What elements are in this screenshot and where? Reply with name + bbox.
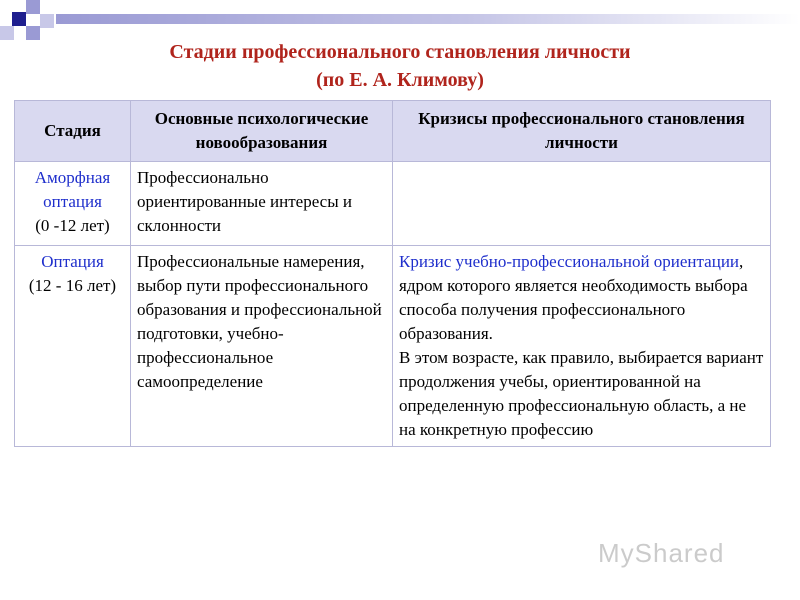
table-row — [15, 162, 771, 246]
stage-age: (12 - 16 лет) — [28, 276, 117, 295]
crisis-extra: В этом возрасте, как правило, выбирается вариант продолжения учебы, ориентированной на определенную профессиональную область, а не на конкретную профессию — [399, 348, 764, 439]
stage-name: Аморфная оптация — [34, 168, 111, 211]
decor-square — [40, 14, 54, 28]
crisis-title: Кризис учебно-профессиональной ориентации — [399, 252, 740, 271]
stages-table — [14, 100, 771, 447]
stage-name: Оптация — [41, 252, 104, 271]
title-line-1: Стадии профессионального становления личности — [169, 41, 631, 63]
header-formations: Основные психологические новообразования — [131, 101, 393, 162]
header-gradient-bar — [56, 14, 800, 24]
stage-cell — [15, 246, 131, 447]
header-stage: Стадия — [15, 101, 131, 162]
stage-age: (0 -12 лет) — [35, 216, 110, 235]
title-line-2: (по Е. А. Климову) — [316, 69, 484, 91]
table-row — [15, 246, 771, 447]
header-crises: Кризисы профессионального становления личности — [393, 101, 771, 162]
formations-cell: Профессиональные намерения, выбор пути профессионального образования и профессиональной подготовки, учебно-профессиональное самоопределение — [131, 246, 393, 447]
decor-square — [26, 0, 40, 14]
decor-square — [12, 12, 26, 26]
crisis-text: , ядром которого является необходимость выбора способа получения профессионального образования. — [399, 252, 748, 343]
slide-title — [0, 38, 800, 94]
crisis-cell — [393, 162, 771, 246]
table-header-row — [15, 101, 771, 162]
watermark: MyShared — [598, 538, 725, 568]
stage-cell — [15, 162, 131, 246]
crisis-cell — [393, 246, 771, 447]
formations-cell: Профессионально ориентированные интересы и склонности — [131, 162, 393, 246]
